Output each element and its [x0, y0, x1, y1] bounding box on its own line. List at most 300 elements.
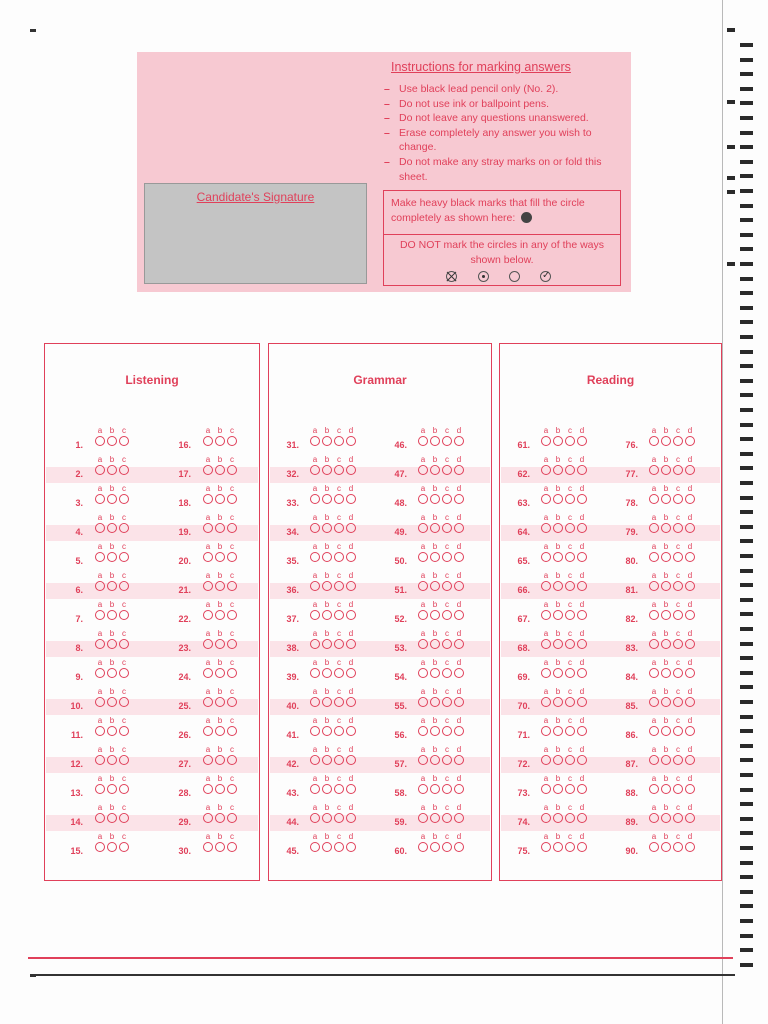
option-letter: a — [312, 658, 318, 667]
option-letter: c — [445, 745, 449, 754]
answer-bubbles — [417, 668, 465, 686]
timing-mark — [740, 466, 753, 470]
answer-bubble[interactable] — [454, 842, 464, 852]
option-letter: d — [687, 774, 693, 783]
answer-bubble[interactable] — [418, 610, 428, 620]
answer-bubble[interactable] — [685, 552, 695, 562]
answer-bubble[interactable] — [454, 552, 464, 562]
answer-bubble[interactable] — [203, 465, 213, 475]
option-letter: c — [337, 600, 341, 609]
timing-mark — [740, 904, 753, 908]
answer-bubble[interactable] — [203, 784, 213, 794]
timing-mark — [740, 481, 753, 485]
question-row — [500, 774, 721, 802]
answer-bubble[interactable] — [418, 523, 428, 533]
answer-bubble[interactable] — [673, 523, 683, 533]
answer-bubble[interactable] — [418, 784, 428, 794]
answer-bubble[interactable] — [649, 755, 659, 765]
answer-bubble[interactable] — [442, 784, 452, 794]
answer-bubble[interactable] — [649, 494, 659, 504]
answer-bubble[interactable] — [430, 726, 440, 736]
option-letter: b — [555, 600, 561, 609]
option-letter: a — [420, 832, 426, 841]
answer-bubbles — [648, 842, 696, 860]
option-letter: a — [543, 513, 549, 522]
option-letter: c — [445, 600, 449, 609]
option-letter: a — [651, 542, 657, 551]
option-letter: d — [579, 455, 585, 464]
answer-bubble[interactable] — [227, 668, 237, 678]
answer-bubble[interactable] — [442, 813, 452, 823]
answer-bubble[interactable] — [661, 639, 671, 649]
option-letter: c — [122, 774, 126, 783]
option-letter: c — [568, 600, 572, 609]
corner-mark — [30, 29, 36, 32]
option-letter: d — [456, 455, 462, 464]
answer-bubble[interactable] — [227, 813, 237, 823]
answer-bubble[interactable] — [227, 523, 237, 533]
answer-bubble[interactable] — [215, 784, 225, 794]
answer-bubble[interactable] — [685, 813, 695, 823]
question-row — [269, 484, 491, 512]
option-letter: b — [324, 803, 330, 812]
answer-bubble[interactable] — [227, 784, 237, 794]
answer-bubble[interactable] — [430, 639, 440, 649]
option-letter: d — [687, 687, 693, 696]
option-letter: b — [324, 484, 330, 493]
marking-example-box — [383, 190, 621, 286]
option-letter: b — [324, 687, 330, 696]
answer-bubble[interactable] — [215, 523, 225, 533]
question-number: 84. — [625, 672, 638, 682]
answer-bubble[interactable] — [685, 668, 695, 678]
question-number: 25. — [178, 701, 191, 711]
answer-bubble[interactable] — [227, 639, 237, 649]
answer-bubble[interactable] — [430, 610, 440, 620]
answer-bubble[interactable] — [673, 581, 683, 591]
answer-bubble[interactable] — [442, 552, 452, 562]
signature-box[interactable] — [144, 183, 367, 284]
option-letter: c — [568, 745, 572, 754]
option-letter: c — [230, 716, 234, 725]
answer-bubble[interactable] — [227, 726, 237, 736]
answer-bubble[interactable] — [454, 610, 464, 620]
answer-bubble[interactable] — [215, 726, 225, 736]
option-letter: b — [217, 513, 223, 522]
answer-bubble[interactable] — [685, 755, 695, 765]
answer-bubble[interactable] — [649, 465, 659, 475]
option-letter: a — [543, 774, 549, 783]
option-letter: b — [663, 484, 669, 493]
answer-bubble[interactable] — [203, 726, 213, 736]
answer-bubble[interactable] — [685, 784, 695, 794]
question-row — [500, 629, 721, 657]
option-letter: b — [555, 658, 561, 667]
answer-bubble[interactable] — [430, 755, 440, 765]
answer-bubble[interactable] — [685, 494, 695, 504]
option-letter: d — [456, 774, 462, 783]
option-letters — [202, 542, 238, 551]
option-letter: b — [432, 832, 438, 841]
question-number: 73. — [517, 788, 530, 798]
option-letter: c — [122, 571, 126, 580]
answer-bubble[interactable] — [442, 581, 452, 591]
answer-bubble[interactable] — [649, 523, 659, 533]
answer-bubble[interactable] — [442, 842, 452, 852]
option-letters — [417, 832, 465, 841]
option-letter: c — [445, 803, 449, 812]
question-number: 34. — [286, 527, 299, 537]
option-letter: d — [579, 774, 585, 783]
answer-bubble[interactable] — [661, 465, 671, 475]
answer-bubble[interactable] — [661, 784, 671, 794]
option-letters — [202, 484, 238, 493]
question-number: 41. — [286, 730, 299, 740]
option-letter: b — [109, 687, 115, 696]
question-number: 89. — [625, 817, 638, 827]
option-letter: a — [420, 658, 426, 667]
answer-bubble[interactable] — [418, 755, 428, 765]
option-letter: c — [122, 600, 126, 609]
answer-bubble[interactable] — [685, 523, 695, 533]
answer-bubble[interactable] — [227, 610, 237, 620]
answer-bubble[interactable] — [215, 552, 225, 562]
answer-bubble[interactable] — [203, 755, 213, 765]
answer-bubble[interactable] — [649, 726, 659, 736]
answer-bubble[interactable] — [430, 581, 440, 591]
answer-bubble[interactable] — [685, 842, 695, 852]
answer-bubble[interactable] — [418, 813, 428, 823]
answer-bubble[interactable] — [661, 494, 671, 504]
answer-bubble[interactable] — [454, 581, 464, 591]
option-letter: b — [109, 774, 115, 783]
option-letter: b — [324, 455, 330, 464]
answer-bubble[interactable] — [685, 436, 695, 446]
answer-bubble[interactable] — [430, 494, 440, 504]
answer-bubbles — [202, 784, 238, 802]
answer-bubble[interactable] — [673, 697, 683, 707]
answer-bubble[interactable] — [661, 813, 671, 823]
answer-bubble[interactable] — [418, 697, 428, 707]
answer-bubble[interactable] — [454, 523, 464, 533]
answer-bubble[interactable] — [418, 436, 428, 446]
answer-bubble[interactable] — [661, 755, 671, 765]
option-letters — [417, 426, 465, 435]
option-letters — [417, 803, 465, 812]
answer-bubble[interactable] — [685, 639, 695, 649]
answer-bubble[interactable] — [661, 697, 671, 707]
answer-bubble[interactable] — [227, 581, 237, 591]
answer-bubble[interactable] — [685, 465, 695, 475]
question-number: 2. — [75, 469, 83, 479]
question-row — [500, 455, 721, 483]
answer-bubble[interactable] — [203, 697, 213, 707]
answer-bubble[interactable] — [430, 784, 440, 794]
question-number: 17. — [178, 469, 191, 479]
option-letter: a — [205, 600, 211, 609]
answer-bubble[interactable] — [649, 552, 659, 562]
option-letter: d — [687, 426, 693, 435]
question-number: 64. — [517, 527, 530, 537]
question-row — [500, 658, 721, 686]
answer-bubble[interactable] — [454, 755, 464, 765]
option-letter: b — [663, 745, 669, 754]
answer-bubble[interactable] — [673, 436, 683, 446]
option-letter: a — [312, 600, 318, 609]
timing-mark — [740, 773, 753, 777]
answer-bubble[interactable] — [673, 639, 683, 649]
answer-bubble[interactable] — [442, 465, 452, 475]
option-letters — [648, 629, 696, 638]
option-letter: a — [205, 542, 211, 551]
answer-bubble[interactable] — [227, 552, 237, 562]
answer-bubble[interactable] — [661, 842, 671, 852]
option-letters — [202, 716, 238, 725]
answer-bubble[interactable] — [418, 668, 428, 678]
option-letter: a — [97, 716, 103, 725]
timing-mark — [740, 379, 753, 383]
answer-bubble[interactable] — [203, 610, 213, 620]
question-row — [269, 803, 491, 831]
timing-mark — [740, 247, 753, 251]
question-row — [269, 687, 491, 715]
question-number: 83. — [625, 643, 638, 653]
question-row — [269, 716, 491, 744]
option-letter: b — [324, 629, 330, 638]
answer-bubble[interactable] — [215, 581, 225, 591]
answer-bubble[interactable] — [454, 494, 464, 504]
question-number: 5. — [75, 556, 83, 566]
timing-mark — [740, 525, 753, 529]
answer-bubble[interactable] — [227, 755, 237, 765]
answer-bubble[interactable] — [661, 581, 671, 591]
answer-bubble[interactable] — [215, 755, 225, 765]
timing-mark — [727, 145, 735, 149]
option-letter: a — [312, 832, 318, 841]
answer-bubble[interactable] — [649, 697, 659, 707]
answer-bubble[interactable] — [454, 784, 464, 794]
option-letter: b — [109, 600, 115, 609]
option-letters — [648, 542, 696, 551]
answer-bubble[interactable] — [203, 813, 213, 823]
option-letter: b — [324, 774, 330, 783]
answer-bubble[interactable] — [227, 494, 237, 504]
answer-bubble[interactable] — [430, 465, 440, 475]
answer-bubble[interactable] — [673, 842, 683, 852]
answer-bubble[interactable] — [430, 552, 440, 562]
option-letters — [417, 542, 465, 551]
option-letter: a — [97, 629, 103, 638]
answer-bubbles — [648, 726, 696, 744]
answer-bubble[interactable] — [649, 581, 659, 591]
answer-bubble[interactable] — [227, 436, 237, 446]
answer-bubble[interactable] — [649, 668, 659, 678]
answer-bubble[interactable] — [418, 639, 428, 649]
answer-bubble[interactable] — [442, 523, 452, 533]
answer-bubble[interactable] — [215, 697, 225, 707]
option-letter: b — [109, 542, 115, 551]
option-letter: d — [348, 658, 354, 667]
answer-bubble[interactable] — [442, 610, 452, 620]
answer-bubble[interactable] — [418, 581, 428, 591]
answer-bubble[interactable] — [203, 552, 213, 562]
answer-bubble[interactable] — [442, 668, 452, 678]
answer-bubble[interactable] — [430, 697, 440, 707]
answer-bubble[interactable] — [673, 755, 683, 765]
answer-bubble[interactable] — [203, 436, 213, 446]
answer-bubble[interactable] — [673, 552, 683, 562]
answer-bubble[interactable] — [454, 726, 464, 736]
answer-bubble[interactable] — [430, 813, 440, 823]
answer-bubble[interactable] — [430, 436, 440, 446]
answer-bubbles — [202, 552, 238, 570]
question-number: 3. — [75, 498, 83, 508]
answer-bubble[interactable] — [661, 552, 671, 562]
option-letter: c — [337, 513, 341, 522]
timing-mark — [740, 131, 753, 135]
option-letter: b — [432, 716, 438, 725]
option-letter: c — [445, 832, 449, 841]
option-letter: d — [348, 513, 354, 522]
answer-bubble[interactable] — [673, 813, 683, 823]
answer-bubble[interactable] — [454, 697, 464, 707]
answer-bubble[interactable] — [227, 465, 237, 475]
answer-bubble[interactable] — [454, 668, 464, 678]
answer-bubble[interactable] — [673, 784, 683, 794]
instruction-item: – Erase completely any answer you wish to change. — [383, 126, 623, 155]
timing-mark — [740, 116, 753, 120]
option-letter: a — [651, 455, 657, 464]
answer-bubble[interactable] — [442, 755, 452, 765]
option-letter: d — [579, 832, 585, 841]
answer-bubble[interactable] — [442, 436, 452, 446]
answer-bubble[interactable] — [661, 610, 671, 620]
answer-bubble[interactable] — [661, 436, 671, 446]
answer-bubble[interactable] — [215, 465, 225, 475]
answer-bubble[interactable] — [454, 436, 464, 446]
answer-bubble[interactable] — [454, 465, 464, 475]
answer-bubble[interactable] — [454, 813, 464, 823]
timing-mark — [727, 262, 735, 266]
option-letter: c — [122, 513, 126, 522]
question-number: 58. — [394, 788, 407, 798]
question-number: 71. — [517, 730, 530, 740]
answer-bubble[interactable] — [685, 581, 695, 591]
option-letter: a — [420, 484, 426, 493]
option-letter: a — [97, 542, 103, 551]
answer-bubble[interactable] — [418, 494, 428, 504]
answer-bubble[interactable] — [430, 523, 440, 533]
answer-bubble[interactable] — [418, 842, 428, 852]
option-letter: d — [348, 571, 354, 580]
answer-bubble[interactable] — [203, 523, 213, 533]
answer-bubble[interactable] — [203, 842, 213, 852]
answer-bubble[interactable] — [430, 842, 440, 852]
answer-bubble[interactable] — [215, 842, 225, 852]
option-letter: d — [579, 542, 585, 551]
answer-bubble[interactable] — [673, 465, 683, 475]
answer-bubble[interactable] — [673, 610, 683, 620]
option-letter: c — [676, 832, 680, 841]
answer-bubble[interactable] — [442, 697, 452, 707]
answer-bubble[interactable] — [649, 784, 659, 794]
answer-bubble[interactable] — [215, 494, 225, 504]
answer-bubble[interactable] — [215, 436, 225, 446]
question-number: 54. — [394, 672, 407, 682]
answer-bubble[interactable] — [442, 494, 452, 504]
answer-bubble[interactable] — [215, 610, 225, 620]
question-row — [45, 774, 259, 802]
answer-bubble[interactable] — [661, 523, 671, 533]
answer-bubbles — [202, 465, 238, 483]
answer-bubble[interactable] — [418, 465, 428, 475]
answer-bubble[interactable] — [454, 639, 464, 649]
answer-bubbles — [417, 581, 465, 599]
correct-mark-text — [391, 196, 616, 226]
option-letter: b — [663, 658, 669, 667]
answer-bubble[interactable] — [685, 610, 695, 620]
answer-bubble[interactable] — [685, 726, 695, 736]
option-letter: c — [568, 484, 572, 493]
option-letter: d — [348, 455, 354, 464]
option-letter: b — [109, 832, 115, 841]
answer-bubble[interactable] — [215, 813, 225, 823]
answer-bubble[interactable] — [203, 639, 213, 649]
answer-bubble[interactable] — [418, 552, 428, 562]
answer-bubble[interactable] — [203, 581, 213, 591]
option-letter: d — [687, 484, 693, 493]
answer-bubble[interactable] — [442, 726, 452, 736]
footer-rule-red — [28, 957, 733, 959]
answer-bubble[interactable] — [227, 697, 237, 707]
answer-bubble[interactable] — [430, 668, 440, 678]
answer-bubble[interactable] — [649, 842, 659, 852]
answer-bubbles — [202, 842, 238, 860]
answer-bubble[interactable] — [215, 668, 225, 678]
option-letter: d — [579, 716, 585, 725]
answer-bubble[interactable] — [649, 610, 659, 620]
answer-bubble[interactable] — [673, 494, 683, 504]
option-letter: c — [337, 571, 341, 580]
option-letter: a — [543, 542, 549, 551]
option-letters — [202, 803, 238, 812]
option-letters — [202, 600, 238, 609]
answer-bubble[interactable] — [673, 726, 683, 736]
answer-bubble[interactable] — [649, 436, 659, 446]
option-letter: c — [122, 803, 126, 812]
question-number: 31. — [286, 440, 299, 450]
answer-bubble[interactable] — [418, 726, 428, 736]
option-letter: d — [579, 426, 585, 435]
question-number: 55. — [394, 701, 407, 711]
answer-bubble[interactable] — [227, 842, 237, 852]
answer-bubble[interactable] — [442, 639, 452, 649]
answer-bubble[interactable] — [673, 668, 683, 678]
answer-bubble[interactable] — [203, 668, 213, 678]
option-letter: a — [205, 803, 211, 812]
option-letter: d — [348, 687, 354, 696]
answer-bubble[interactable] — [215, 639, 225, 649]
answer-bubble[interactable] — [649, 813, 659, 823]
answer-bubble[interactable] — [685, 697, 695, 707]
answer-bubble[interactable] — [203, 494, 213, 504]
answer-bubble[interactable] — [649, 639, 659, 649]
option-letters — [648, 832, 696, 841]
option-letter: a — [651, 774, 657, 783]
option-letters — [417, 600, 465, 609]
answer-bubble[interactable] — [661, 668, 671, 678]
answer-bubble[interactable] — [661, 726, 671, 736]
